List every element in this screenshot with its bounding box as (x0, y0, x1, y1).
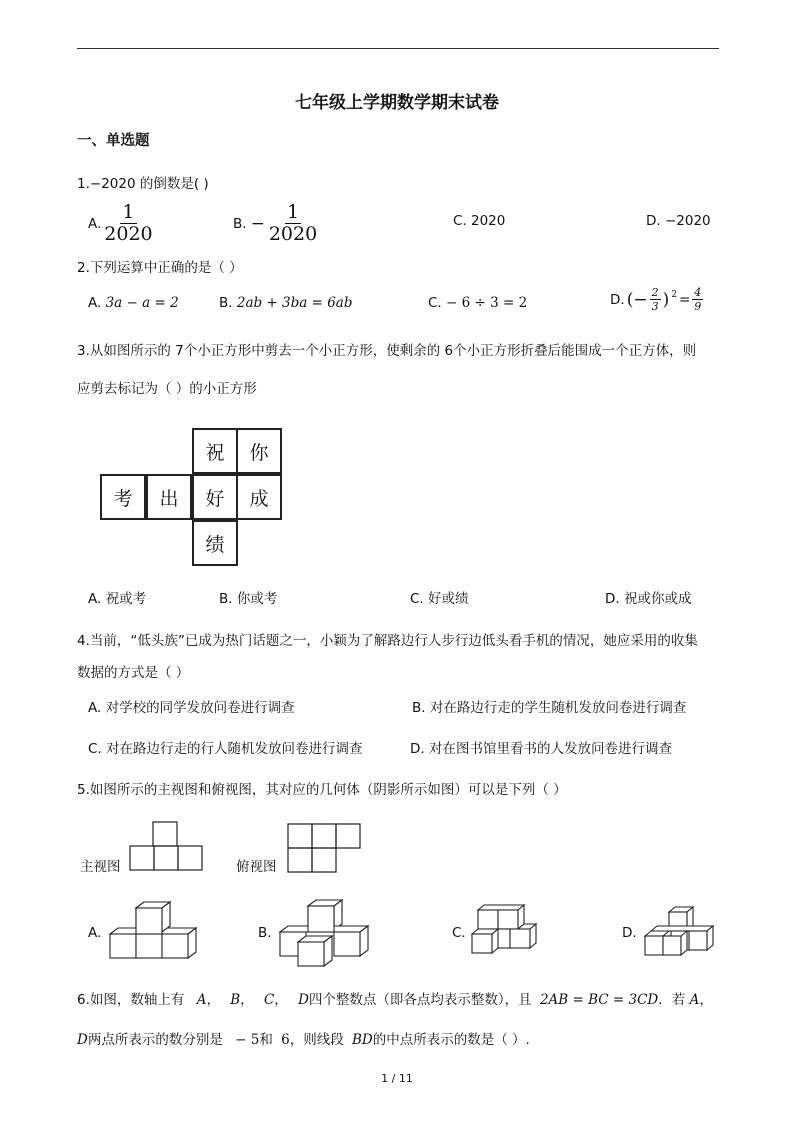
exam-title: 七年级上学期数学期末试卷 (295, 93, 499, 113)
q2-option-c[interactable]: C. − 6 ÷ 3 = 2 (428, 295, 528, 311)
net-cell-cheng: 成 (236, 474, 282, 520)
q1-b-fraction: $\frac{1}{2020}$ (268, 201, 318, 245)
q5-solid-b[interactable] (278, 898, 373, 970)
net-cell-chu: 出 (146, 474, 192, 520)
net-cell-zhu: 祝 (192, 428, 238, 474)
q5-option-c[interactable]: C. (452, 925, 466, 941)
q4-option-b[interactable]: B. 对在路边行走的学生随机发放问卷进行调查 (412, 700, 687, 716)
page-number: 1 / 11 (381, 1072, 413, 1085)
net-cell-hao: 好 (192, 474, 238, 520)
q4-stem-line2: 数据的方式是（ ） (77, 665, 190, 681)
front-view-label: 主视图 (80, 859, 121, 875)
top-view-figure (287, 823, 361, 873)
q5-solid-a[interactable] (108, 900, 203, 962)
q1-option-b[interactable]: B. − $\frac{1}{2020}$ (233, 201, 318, 245)
q6-stem-line1: 6.如图，数轴上有 A， B， C， D四个整数点（即各点均表示整数），且 2AB = BC = 3CD．若 A， (77, 992, 713, 1008)
q3-option-a[interactable]: A. 祝或考 (88, 591, 147, 607)
q5-stem: 5.如图所示的主视图和俯视图，其对应的几何体（阴影所示如图）可以是下列（ ） (77, 782, 567, 798)
front-view-figure (129, 821, 203, 873)
q6-stem-line2: D两点所表示的数分别是 − 5和 6，则线段 BD的中点所表示的数是（ ）. (77, 1032, 530, 1048)
q3-stem-line1: 3.从如图所示的 7个小正方形中剪去一个小正方形，使剩余的 6个小正方形折叠后能围成一个正方体，则 (77, 343, 697, 359)
q5-option-d[interactable]: D. (622, 925, 637, 941)
net-cell-ji: 绩 (192, 520, 238, 566)
q3-option-b[interactable]: B. 你或考 (219, 591, 278, 607)
q1-option-d[interactable]: D. −2020 (646, 213, 711, 229)
q4-option-d[interactable]: D. 对在图书馆里看书的人发放问卷进行调查 (410, 741, 672, 757)
top-view-label: 俯视图 (236, 859, 277, 875)
q5-option-b[interactable]: B. (258, 925, 272, 941)
q2-stem: 2.下列运算中正确的是（ ） (77, 260, 243, 276)
q3-option-c[interactable]: C. 好或绩 (410, 591, 469, 607)
q5-solid-c[interactable] (470, 902, 542, 954)
net-cell-ni: 你 (236, 428, 282, 474)
header-rule (77, 48, 719, 49)
q1-option-a[interactable]: A. $\frac{1}{2020}$ (88, 201, 153, 245)
q2-option-a[interactable]: A. 3a − a = 2 (88, 295, 179, 311)
q5-option-a[interactable]: A. (88, 925, 102, 941)
q3-option-d[interactable]: D. 祝或你或成 (605, 591, 692, 607)
q1-option-c[interactable]: C. 2020 (453, 213, 506, 229)
q4-option-a[interactable]: A. 对学校的同学发放问卷进行调查 (88, 700, 295, 716)
section-heading: 一、单选题 (77, 133, 150, 149)
q2-option-d[interactable]: D. (− $\frac{2}{3}$ ) $^2$ = $\frac{4}{9}$ (610, 286, 702, 313)
q2-option-b[interactable]: B. 2ab + 3ba = 6ab (219, 295, 353, 311)
q4-option-c[interactable]: C. 对在路边行走的行人随机发放问卷进行调查 (88, 741, 363, 757)
q1-a-fraction: $\frac{1}{2020}$ (104, 201, 153, 245)
q5-solid-d[interactable] (643, 904, 715, 956)
q3-stem-line2: 应剪去标记为（ ）的小正方形 (77, 381, 257, 397)
net-cell-kao: 考 (100, 474, 146, 520)
q4-stem-line1: 4.当前，“低头族”已成为热门话题之一，小颖为了解路边行人步行边低头看手机的情况，她应采用的收集 (77, 633, 698, 649)
q1-stem: 1.−2020 的倒数是( ) (77, 176, 209, 192)
